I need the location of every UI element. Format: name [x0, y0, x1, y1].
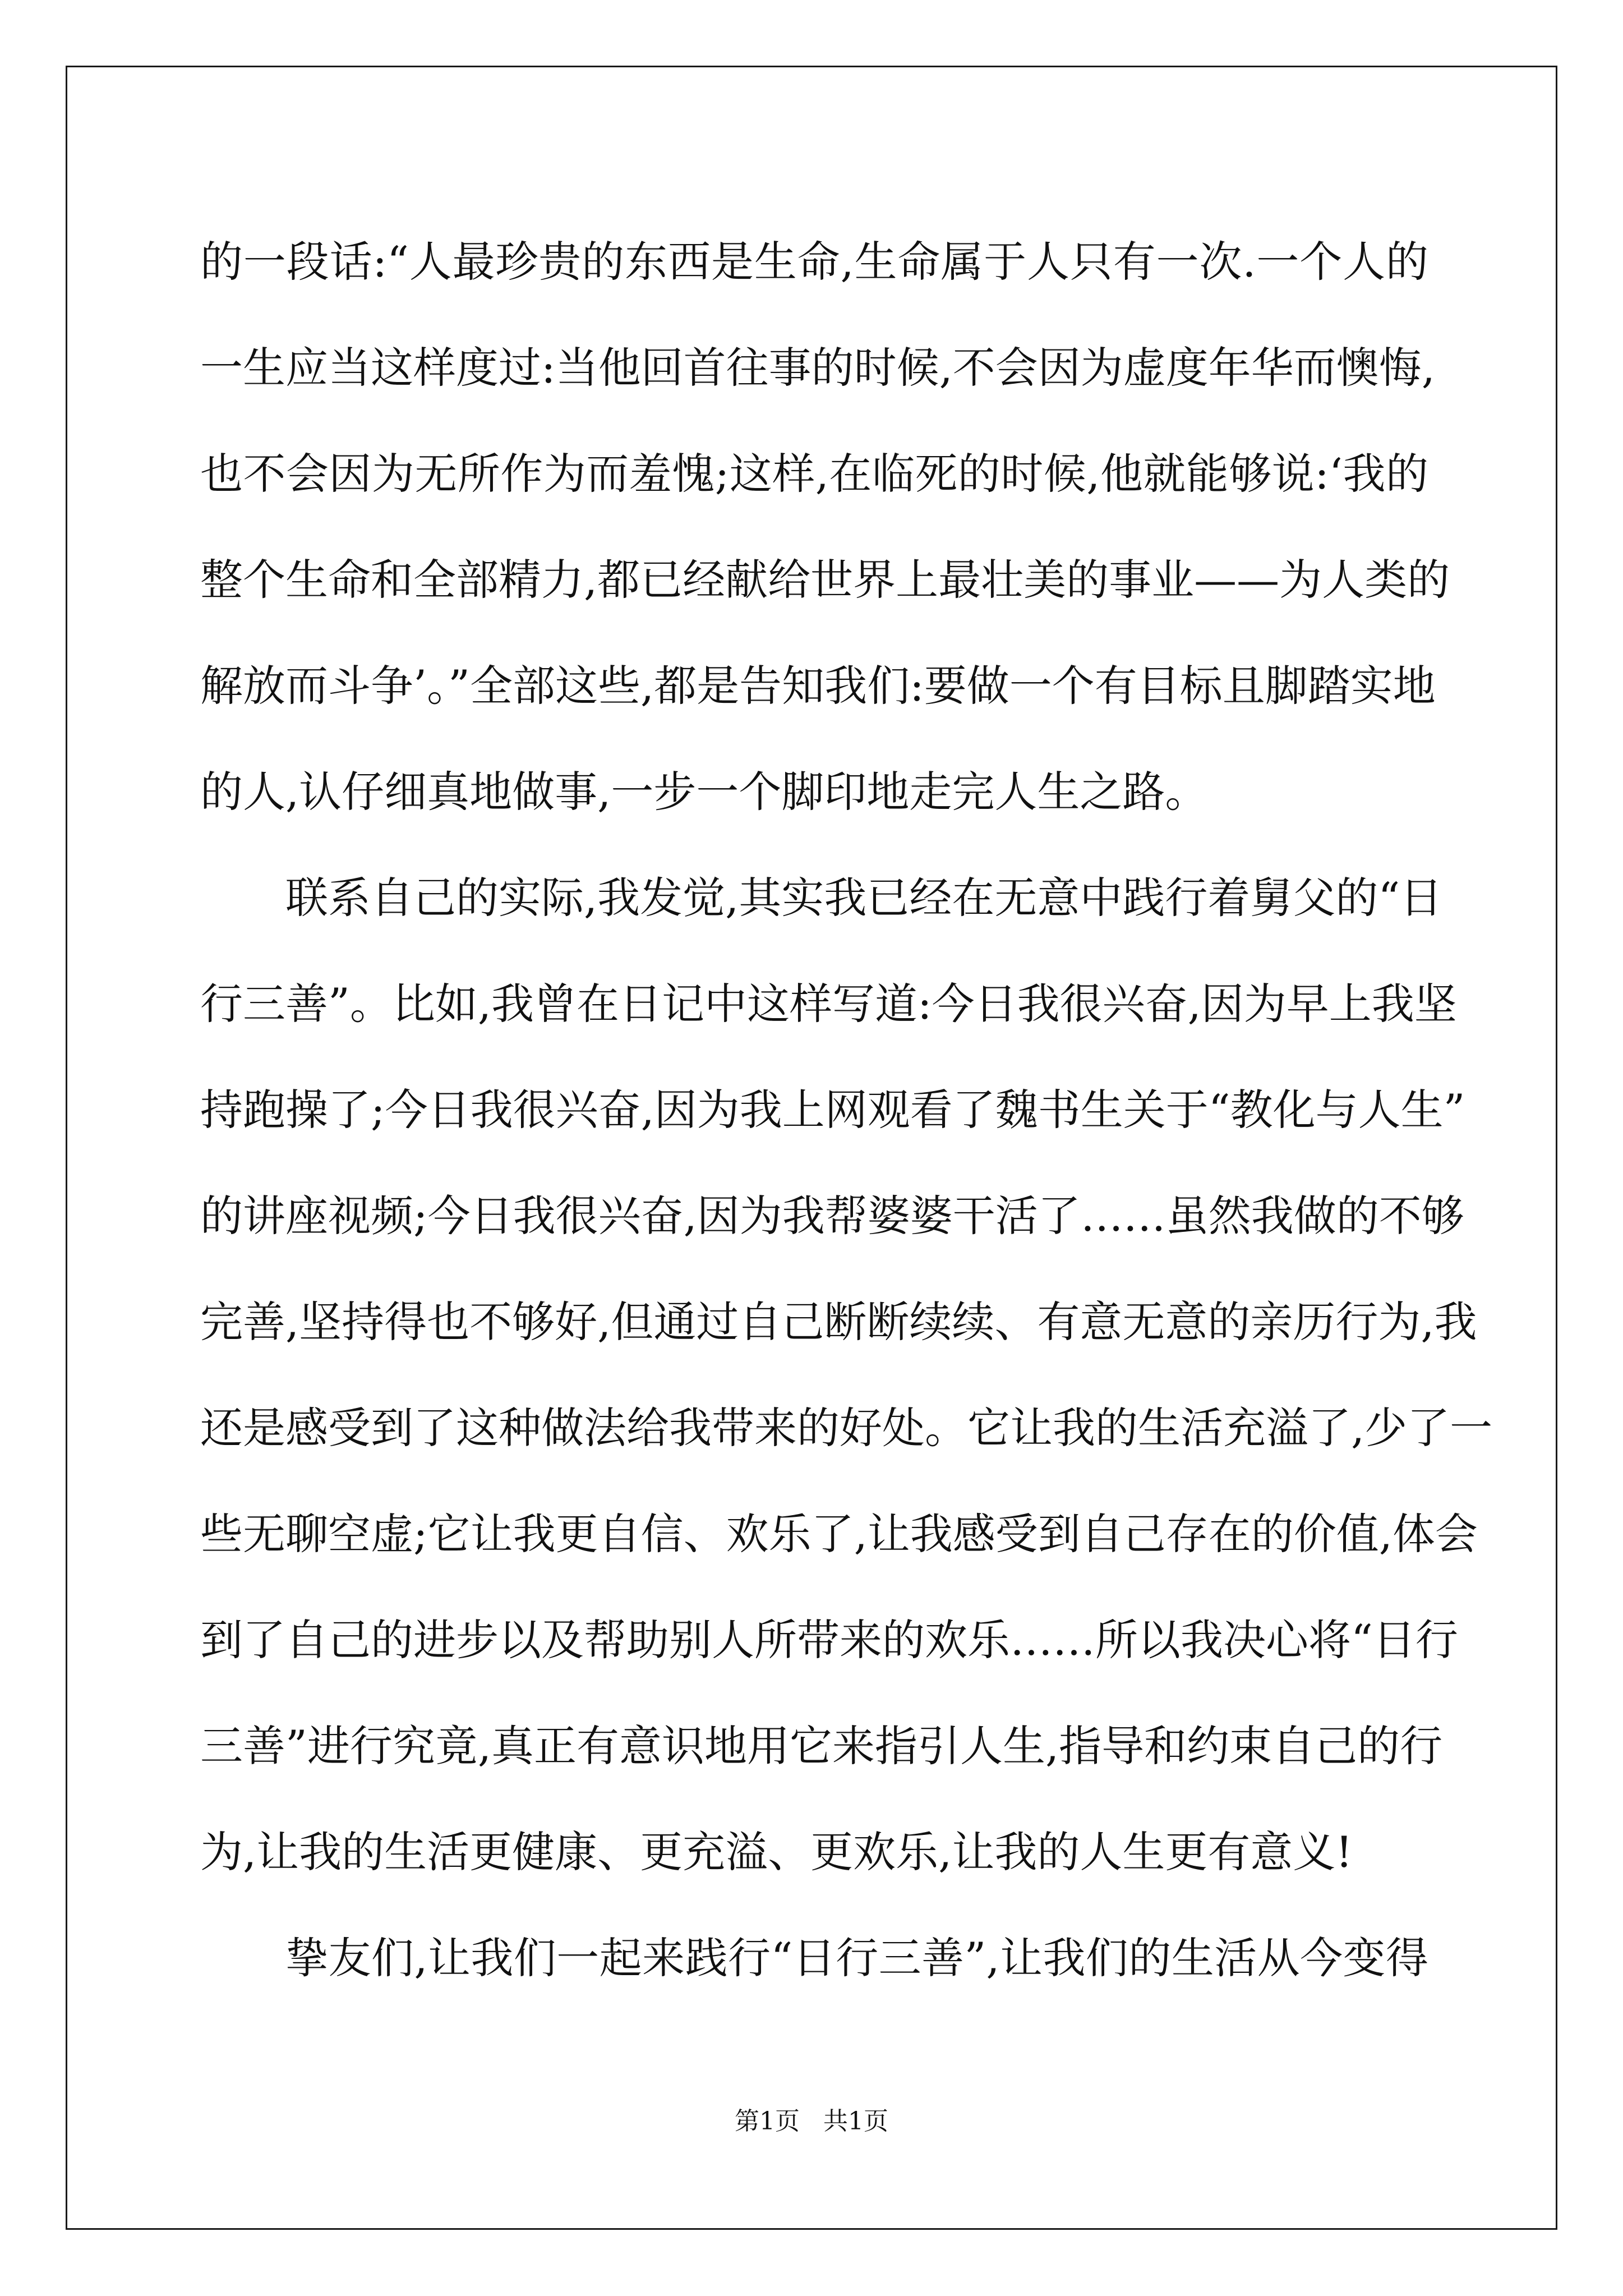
text-line: 持跑操了;今日我很兴奋,因为我上网观看了魏书生关于“教化与人生” [200, 1085, 1465, 1135]
text-line: 的讲座视频;今日我很兴奋,因为我帮婆婆干活了……虽然我做的不够 [200, 1191, 1464, 1241]
text-line: 的一段话:“人最珍贵的东西是生命,生命属于人只有一次.一个人的 [200, 237, 1428, 287]
page-footer: 第1页 共1页 [735, 2107, 888, 2136]
document-body [200, 209, 1493, 2011]
text-line: 联系自己的实际,我发觉,其实我已经在无意中践行着舅父的“日 [285, 873, 1443, 923]
text-line: 行三善”。比如,我曾在日记中这样写道:今日我很兴奋,因为早上我坚 [200, 979, 1457, 1029]
text-line: 为,让我的生活更健康、更充溢、更欢乐,让我的人生更有意义! [200, 1827, 1353, 1877]
text-line: 完善,坚持得也不够好,但通过自己断断续续、有意无意的亲历行为,我 [200, 1297, 1477, 1347]
text-line: 一生应当这样度过:当他回首往事的时候,不会因为虚度年华而懊悔, [200, 343, 1435, 393]
text-line: 些无聊空虚;它让我更自信、欢乐了,让我感受到自己存在的价值,体会 [200, 1509, 1478, 1559]
text-line: 到了自己的进步以及帮助别人所带来的欢乐……所以我决心将“日行 [200, 1615, 1458, 1665]
text-line: 的人,认仔细真地做事,一步一个脚印地走完人生之路。 [200, 767, 1208, 817]
text-line: 整个生命和全部精力,都已经献给世界上最壮美的事业——为人类的 [200, 555, 1450, 605]
text-line: 三善”进行究竟,真正有意识地用它来指引人生,指导和约束自己的行 [200, 1721, 1443, 1771]
text-line: 还是感受到了这种做法给我带来的好处。它让我的生活充溢了,少了一 [200, 1403, 1493, 1453]
text-line: 挚友们,让我们一起来践行“日行三善”,让我们的生活从今变得 [285, 1933, 1428, 1983]
text-line: 解放而斗争’。”全部这些,都是告知我们:要做一个有目标且脚踏实地 [200, 661, 1436, 711]
text-line: 也不会因为无所作为而羞愧;这样,在临死的时候,他就能够说:‘我的 [200, 449, 1428, 499]
